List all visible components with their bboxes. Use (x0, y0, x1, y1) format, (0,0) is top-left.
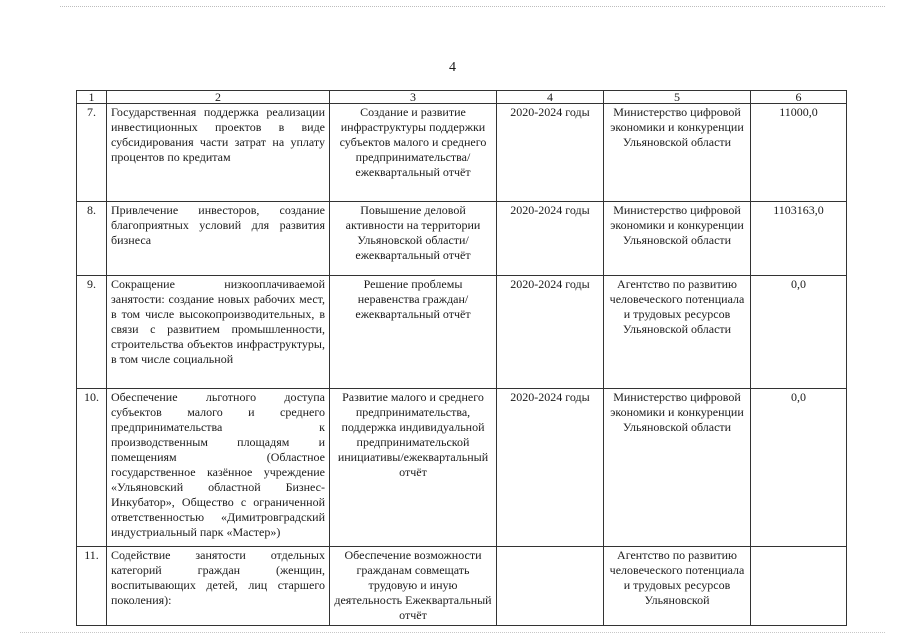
table-row (77, 276, 847, 389)
amount-cell: 11000,0 (751, 104, 847, 202)
result-cell: Решение проблемы неравенства граждан/ ежеквартальный отчёт (330, 276, 497, 389)
header-cell-5: 5 (604, 91, 751, 104)
result-cell: Развитие малого и среднего предпринимательства, поддержка индивидуальной предпринимательской инициативы/ежеквартальный отчёт (330, 389, 497, 547)
header-cell-2: 2 (107, 91, 330, 104)
measure-cell: Государственная поддержка реализации инвестиционных проектов в виде субсидирования части затрат на уплату процентов по кредитам (107, 104, 330, 202)
header-cell-4: 4 (497, 91, 604, 104)
header-cell-3: 3 (330, 91, 497, 104)
table-row (77, 104, 847, 202)
result-cell: Повышение деловой активности на территории Ульяновской области/ежеквартальный отчёт (330, 202, 497, 276)
period-cell: 2020-2024 годы (497, 104, 604, 202)
measure-cell: Содействие занятости отдельных категорий граждан (женщин, воспитывающих детей, лиц старшего поколения): (107, 547, 330, 626)
row-number: 9. (77, 276, 107, 389)
amount-cell: 1103163,0 (751, 202, 847, 276)
header-cell-1: 1 (77, 91, 107, 104)
header-row (77, 91, 847, 104)
amount-cell (751, 547, 847, 626)
row-number: 10. (77, 389, 107, 547)
executor-cell: Министерство цифровой экономики и конкуренции Ульяновской области (604, 202, 751, 276)
period-cell: 2020-2024 годы (497, 202, 604, 276)
row-number: 8. (77, 202, 107, 276)
page-number: 4 (449, 60, 456, 75)
header-cell-6: 6 (751, 91, 847, 104)
measure-cell: Обеспечение льготного доступа субъектов малого и среднего предпринимательства к производственным площадям и помещениям (Областное государственное казённое учреждение «Ульяновский областной Бизнес-Инкубатор», Общество с ограниченной ответственностью «Димитровградский индустриальный парк «Мастер») (107, 389, 330, 547)
executor-cell: Агентство по развитию человеческого потенциала и трудовых ресурсов Ульяновской области (604, 276, 751, 389)
table-row (77, 202, 847, 276)
result-cell: Обеспечение возможности гражданам совмещать трудовую и иную деятельность Ежеквартальный отчёт (330, 547, 497, 626)
executor-cell: Министерство цифровой экономики и конкуренции Ульяновской области (604, 389, 751, 547)
table-row (77, 389, 847, 547)
scan-edge-top (60, 6, 885, 7)
measure-cell: Сокращение низкооплачиваемой занятости: создание новых рабочих мест, в том числе высокопроизводительных, в связи с развитием промышленности, строительства объектов инфраструктуры, в том числе социальной (107, 276, 330, 389)
table-row (77, 547, 847, 626)
scan-edge-bottom (20, 632, 885, 633)
row-number: 7. (77, 104, 107, 202)
period-cell: 2020-2024 годы (497, 389, 604, 547)
period-cell (497, 547, 604, 626)
amount-cell: 0,0 (751, 276, 847, 389)
amount-cell: 0,0 (751, 389, 847, 547)
measure-cell: Привлечение инвесторов, создание благоприятных условий для развития бизнеса (107, 202, 330, 276)
result-cell: Создание и развитие инфраструктуры поддержки субъектов малого и среднего предпринимательства/ ежеквартальный отчёт (330, 104, 497, 202)
executor-cell: Агентство по развитию человеческого потенциала и трудовых ресурсов Ульяновской (604, 547, 751, 626)
executor-cell: Министерство цифровой экономики и конкуренции Ульяновской области (604, 104, 751, 202)
row-number: 11. (77, 547, 107, 626)
period-cell: 2020-2024 годы (497, 276, 604, 389)
plan-table (76, 90, 847, 626)
